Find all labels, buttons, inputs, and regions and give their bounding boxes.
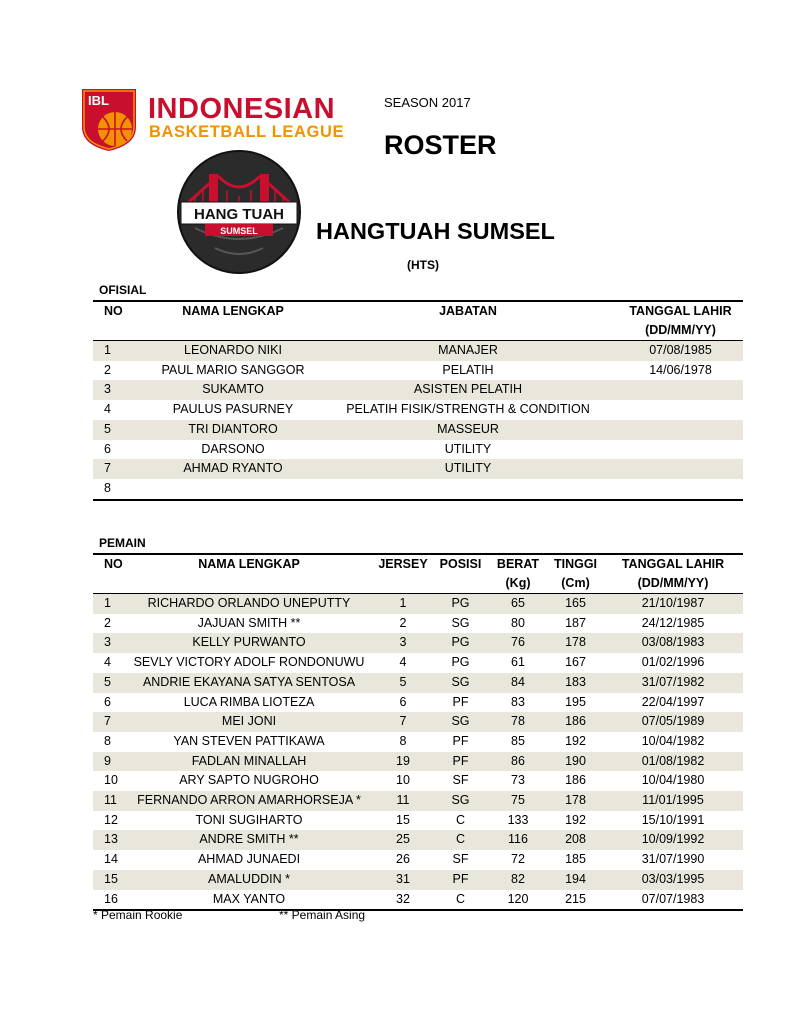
- table-row: [93, 361, 743, 381]
- cell-nama: KELLY PURWANTO: [125, 633, 373, 653]
- cell-berat: 65: [488, 594, 548, 614]
- cell-posisi: PF: [433, 870, 488, 890]
- league-name-line1: INDONESIAN: [148, 93, 336, 125]
- cell-nama: PAUL MARIO SANGGOR: [161, 362, 305, 377]
- table-row: [93, 380, 743, 400]
- cell-nama: YAN STEVEN PATTIKAWA: [173, 733, 325, 748]
- cell-tgl: 15/10/1991: [641, 812, 705, 827]
- cell-tgl: 01/02/1996: [641, 655, 705, 670]
- cell-no: 4: [104, 402, 111, 417]
- table-row: [93, 693, 743, 713]
- cell-berat: 75: [488, 791, 548, 811]
- cell-nama: AHMAD RYANTO: [148, 459, 318, 479]
- cell-tinggi: 192: [565, 733, 586, 748]
- cell-posisi: PF: [433, 752, 488, 772]
- cell-tinggi: 194: [548, 870, 603, 890]
- cell-tgl: 10/04/1980: [641, 773, 705, 788]
- cell-tinggi: 208: [548, 830, 603, 850]
- cell-jersey: 15: [396, 812, 410, 827]
- table-row: [93, 850, 743, 870]
- cell-posisi: SG: [433, 712, 488, 732]
- cell-tgl: 22/04/1997: [641, 694, 705, 709]
- cell-no: 7: [93, 712, 125, 732]
- cell-jabatan: PELATIH FISIK/STRENGTH & CONDITION: [346, 402, 590, 417]
- cell-tgl: [618, 440, 743, 460]
- cell-tinggi: 187: [565, 615, 586, 630]
- cell-posisi: PG: [433, 633, 488, 653]
- cell-nama: SEVLY VICTORY ADOLF RONDONUWU: [133, 655, 365, 670]
- note-rookie: * Pemain Rookie: [93, 908, 183, 922]
- col-header-berat: BERAT: [488, 554, 548, 574]
- table-row: [93, 791, 743, 811]
- cell-posisi: SG: [451, 615, 470, 630]
- cell-tinggi: 186: [548, 712, 603, 732]
- table-row: [93, 830, 743, 850]
- cell-tgl: 07/05/1989: [603, 712, 743, 732]
- cell-tgl: 03/08/1983: [603, 633, 743, 653]
- cell-berat: 61: [511, 655, 525, 670]
- cell-jabatan: MASSEUR: [318, 420, 618, 440]
- cell-nama: MEI JONI: [125, 712, 373, 732]
- ibl-shield-icon: [80, 87, 138, 153]
- cell-nama: ANDRIE EKAYANA SATYA SENTOSA: [125, 673, 373, 693]
- cell-tgl: 10/09/1992: [603, 830, 743, 850]
- cell-nama: MAX YANTO: [125, 890, 373, 911]
- cell-tgl: [618, 420, 743, 440]
- cell-nama: DARSONO: [201, 441, 265, 456]
- cell-jersey: 8: [399, 733, 407, 748]
- cell-no: 13: [93, 830, 125, 850]
- cell-jabatan: PELATIH: [442, 362, 494, 377]
- cell-jersey: 2: [399, 615, 407, 630]
- team-logo: [175, 150, 303, 274]
- cell-nama: ANDRE SMITH **: [125, 830, 373, 850]
- table-row: [93, 459, 743, 479]
- cell-nama: FADLAN MINALLAH: [125, 752, 373, 772]
- cell-jersey: 11: [373, 791, 433, 811]
- cell-posisi: C: [455, 812, 466, 827]
- pemain-table: [93, 553, 743, 911]
- cell-tgl: 24/12/1985: [641, 615, 705, 630]
- cell-tinggi: 178: [548, 791, 603, 811]
- cell-tgl: 21/10/1987: [603, 594, 743, 614]
- cell-berat: 85: [511, 733, 525, 748]
- table-row: [93, 594, 743, 614]
- table-row: [93, 771, 743, 791]
- table-row: [93, 732, 743, 752]
- cell-tinggi: 165: [548, 594, 603, 614]
- table-row: [93, 440, 743, 460]
- cell-nama: AHMAD JUNAEDI: [197, 852, 301, 867]
- pemain-section-label: PEMAIN: [99, 536, 146, 550]
- cell-tgl: [618, 479, 743, 500]
- cell-jersey: 3: [373, 633, 433, 653]
- cell-jersey: 32: [373, 890, 433, 911]
- cell-nama: RICHARDO ORLANDO UNEPUTTY: [125, 594, 373, 614]
- cell-posisi: C: [433, 830, 488, 850]
- team-logo-name: HANG TUAH: [194, 206, 284, 223]
- table-row: [93, 811, 743, 831]
- cell-no: 6: [104, 441, 111, 456]
- cell-tinggi: 215: [548, 890, 603, 911]
- cell-no: 5: [93, 673, 125, 693]
- cell-jersey: 6: [399, 694, 407, 709]
- cell-no: 3: [93, 380, 148, 400]
- col-header-tinggi: TINGGI: [548, 554, 603, 574]
- cell-posisi: SG: [433, 673, 488, 693]
- cell-berat: 116: [488, 830, 548, 850]
- season-label: SEASON 2017: [384, 95, 471, 110]
- table-row: [93, 673, 743, 693]
- cell-tinggi: 183: [548, 673, 603, 693]
- cell-berat: 82: [488, 870, 548, 890]
- cell-tinggi: 192: [565, 812, 586, 827]
- cell-tgl: 03/03/1995: [603, 870, 743, 890]
- cell-jersey: 26: [396, 852, 410, 867]
- table-row: [93, 400, 743, 420]
- col-header-tanggal-format: (DD/MM/YY): [603, 574, 743, 594]
- cell-tinggi: 185: [565, 852, 586, 867]
- cell-tgl: 10/04/1982: [641, 733, 705, 748]
- cell-tgl: [618, 400, 743, 420]
- table-row: [93, 479, 743, 500]
- cell-nama: JAJUAN SMITH **: [197, 615, 301, 630]
- cell-no: 9: [93, 752, 125, 772]
- cell-tgl: 11/01/1995: [603, 791, 743, 811]
- cell-jabatan: ASISTEN PELATIH: [318, 380, 618, 400]
- cell-tgl: 31/07/1982: [603, 673, 743, 693]
- cell-jersey: 10: [396, 773, 410, 788]
- table-row: [93, 890, 743, 911]
- cell-no: 1: [93, 341, 148, 361]
- cell-berat: 73: [511, 773, 525, 788]
- cell-jersey: 25: [373, 830, 433, 850]
- cell-jersey: 4: [399, 655, 407, 670]
- table-row: [93, 712, 743, 732]
- cell-nama: [148, 479, 318, 500]
- table-row: [93, 341, 743, 361]
- cell-nama: ARY SAPTO NUGROHO: [179, 773, 319, 788]
- cell-no: 6: [104, 694, 111, 709]
- col-header-nama: NAMA LENGKAP: [148, 301, 318, 321]
- cell-no: 8: [93, 479, 148, 500]
- cell-nama: TONI SUGIHARTO: [195, 812, 303, 827]
- table-row: [93, 752, 743, 772]
- cell-berat: 78: [488, 712, 548, 732]
- table-row: [93, 614, 743, 634]
- note-asing: ** Pemain Asing: [279, 908, 366, 922]
- cell-no: 15: [93, 870, 125, 890]
- cell-no: 2: [104, 615, 111, 630]
- cell-tinggi: 167: [565, 655, 586, 670]
- cell-nama: LUCA RIMBA LIOTEZA: [183, 694, 315, 709]
- cell-jersey: 1: [373, 594, 433, 614]
- cell-posisi: PG: [433, 594, 488, 614]
- table-row: [93, 870, 743, 890]
- team-logo-sub: SUMSEL: [220, 226, 258, 236]
- cell-tgl: 14/06/1978: [649, 362, 712, 377]
- cell-no: 7: [93, 459, 148, 479]
- cell-no: 3: [93, 633, 125, 653]
- cell-posisi: PG: [451, 655, 470, 670]
- cell-nama: TRI DIANTORO: [148, 420, 318, 440]
- cell-posisi: SG: [433, 791, 488, 811]
- cell-berat: 83: [511, 694, 525, 709]
- cell-posisi: C: [433, 890, 488, 911]
- cell-berat: 133: [507, 812, 529, 827]
- col-header-no: NO: [93, 554, 125, 574]
- cell-no: 10: [104, 773, 118, 788]
- cell-jabatan: [318, 479, 618, 500]
- col-header-posisi: POSISI: [433, 554, 488, 574]
- page-title: ROSTER: [384, 130, 497, 160]
- cell-jabatan: UTILITY: [444, 441, 492, 456]
- table-row: [93, 653, 743, 673]
- col-header-tanggal: TANGGAL LAHIR: [618, 301, 743, 321]
- cell-posisi: PF: [452, 733, 469, 748]
- ofisial-table: [93, 300, 743, 501]
- cell-tgl: [618, 459, 743, 479]
- cell-berat: 76: [488, 633, 548, 653]
- col-header-no: NO: [93, 301, 148, 321]
- cell-jersey: 7: [373, 712, 433, 732]
- cell-no: 8: [104, 733, 111, 748]
- col-header-jersey: JERSEY: [373, 554, 433, 574]
- cell-tinggi: 178: [548, 633, 603, 653]
- cell-no: 11: [93, 791, 125, 811]
- cell-tgl: 07/08/1985: [618, 341, 743, 361]
- cell-tinggi: 190: [548, 752, 603, 772]
- cell-posisi: PF: [452, 694, 469, 709]
- cell-no: 16: [93, 890, 125, 911]
- table-row: [93, 420, 743, 440]
- cell-jersey: 19: [373, 752, 433, 772]
- cell-tgl: 01/08/1982: [603, 752, 743, 772]
- cell-nama: AMALUDDIN *: [125, 870, 373, 890]
- cell-tinggi: 195: [565, 694, 586, 709]
- cell-berat: 72: [511, 852, 525, 867]
- cell-no: 12: [104, 812, 118, 827]
- cell-tgl: [618, 380, 743, 400]
- cell-nama: LEONARDO NIKI: [148, 341, 318, 361]
- col-header-tinggi-unit: (Cm): [548, 574, 603, 594]
- cell-berat: 86: [488, 752, 548, 772]
- cell-jersey: 31: [373, 870, 433, 890]
- cell-no: 2: [104, 362, 111, 377]
- team-name: HANGTUAH SUMSEL: [316, 218, 555, 244]
- team-code: (HTS): [407, 258, 439, 272]
- col-header-nama: NAMA LENGKAP: [125, 554, 373, 574]
- league-name-line2: BASKETBALL LEAGUE: [149, 123, 345, 141]
- cell-jabatan: MANAJER: [318, 341, 618, 361]
- col-header-berat-unit: (Kg): [488, 574, 548, 594]
- ofisial-section-label: OFISIAL: [99, 283, 147, 297]
- col-header-jabatan: JABATAN: [318, 301, 618, 321]
- cell-nama: FERNANDO ARRON AMARHORSEJA *: [125, 791, 373, 811]
- table-row: [93, 633, 743, 653]
- cell-berat: 80: [511, 615, 525, 630]
- cell-no: 4: [104, 655, 111, 670]
- col-header-tanggal: TANGGAL LAHIR: [603, 554, 743, 574]
- col-header-tanggal-format: (DD/MM/YY): [618, 321, 743, 341]
- cell-tinggi: 186: [565, 773, 586, 788]
- ibl-abbr: IBL: [88, 93, 109, 108]
- cell-tgl: 07/07/1983: [603, 890, 743, 911]
- cell-jabatan: UTILITY: [318, 459, 618, 479]
- cell-no: 5: [93, 420, 148, 440]
- cell-jersey: 5: [373, 673, 433, 693]
- team-crest-icon: [175, 150, 303, 274]
- cell-tgl: 31/07/1990: [641, 852, 705, 867]
- cell-nama: SUKAMTO: [148, 380, 318, 400]
- cell-posisi: SF: [452, 852, 469, 867]
- cell-posisi: SF: [452, 773, 469, 788]
- ibl-logo: [80, 87, 345, 153]
- cell-berat: 120: [488, 890, 548, 911]
- cell-no: 1: [93, 594, 125, 614]
- cell-no: 14: [104, 852, 118, 867]
- cell-nama: PAULUS PASURNEY: [172, 402, 294, 417]
- cell-berat: 84: [488, 673, 548, 693]
